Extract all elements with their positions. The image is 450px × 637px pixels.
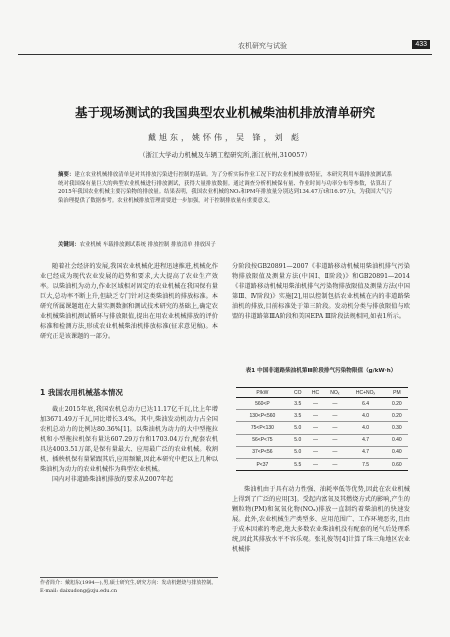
- right-column-body: [232, 485, 410, 555]
- paragraph: 分阶段按GB20891—2007《非道路移动机械用柴油机排气污染物排放限值及测量方法(中国Ⅰ、Ⅱ阶段)》和GB20891—2014《非道路移动机械用柴油机排气污染物排放限值及测量方法(中国第Ⅲ、Ⅳ阶段)》实施[2],用以控制包括农业机械在内的非道路柴油机的排放,目前标准处于第三阶段。发动机分类与排放限值与欧盟的非道路第ⅢA阶段和美国EPA Ⅲ阶段法规相同,如表1所示。: [232, 263, 410, 321]
- table-body: [236, 398, 408, 471]
- table-caption: 表1 中国非道路柴油机第Ⅲ阶段排气污染物限值（g/kW·h）: [245, 368, 397, 374]
- right-column-intro: [232, 262, 410, 322]
- keywords: [58, 240, 392, 248]
- table-header-row: [236, 388, 408, 398]
- table-cell: 4.0: [345, 410, 385, 422]
- paragraph: 随着社会经济的发展,我国农业机械化进程迅速推进,机械化作业已经成为现代农业发展的趋势和要求,大大提高了农业生产效率。以柴油机为动力,作业区域相对固定的农业机械在我国保有量巨大,总功率不断上升,但缺乏专门针对这类柴油机的排放标准。本研究所属课题组在大量实测数据和测试技术研究的基础上,确定农业机械柴油机测试循环与排放限值,提出在用农业机械排放的评价标准和检测方法,形成农业机械柴油机排放标准(征求意见稿)。本研究正是该课题的一部分。: [40, 263, 218, 341]
- abstract-label: 摘要：: [58, 172, 75, 178]
- table-header-cell: NOₓ: [324, 388, 345, 398]
- table-cell: 0.40: [386, 434, 408, 446]
- table-cell: —: [307, 458, 324, 470]
- table-cell: 0.20: [386, 410, 408, 422]
- left-column-intro: [40, 262, 218, 342]
- table-row: [236, 398, 408, 410]
- table-cell: —: [307, 410, 324, 422]
- keywords-label: 关键词：: [58, 242, 80, 248]
- table-cell: —: [307, 422, 324, 434]
- table-cell: 75<P<130: [236, 422, 289, 434]
- table-row: [236, 458, 408, 470]
- authors: 戴旭东，姚怀伟，吴 锋，刘 彪: [147, 133, 303, 142]
- paragraph: 国内对非道路柴油机排放的要求从2007年起: [52, 476, 173, 484]
- table-header-cell: HC+NOₓ: [345, 388, 385, 398]
- table-cell: 4.7: [345, 446, 385, 458]
- table-cell: —: [307, 446, 324, 458]
- table-cell: —: [324, 458, 345, 470]
- emission-limits-table: [236, 387, 408, 471]
- table-cell: 4.0: [345, 422, 385, 434]
- table-cell: 56<P<75: [236, 434, 289, 446]
- footnote-author-bio: 作者简介：戴旭东(1994—),男,硕士研究生,研究方向：发动机燃烧与排放控制。: [40, 580, 217, 586]
- section-heading: 1 我国农用机械基本情况: [40, 388, 123, 397]
- abstract-text: 建立农业机械排放清单是对其排放污染进行控制的基础。为了分析实际作业工况下的农业机械排放特征，本研究利用车载排放测试系统对我国保有量巨大的典型农业机械进行排放测试，获得大量排放数据。通过调查分析机械保有量、作业时间与功率分布等参数，估算出了2015年我国农业机械主要污染物的排放量。结果表明，我国农业机械的NOₓ和PM年排放量分别达到134.47万t和16.97万t，为我国大气污染治理提供了数据参考。农业机械排放管理需要进一步加强，对于控制排放量有重要意义。: [58, 172, 392, 204]
- table-cell: —: [324, 434, 345, 446]
- paper-title: 基于现场测试的我国典型农业机械柴油机排放清单研究: [74, 105, 375, 120]
- table-cell: 0.20: [386, 398, 408, 410]
- table-cell: 5.0: [289, 422, 307, 434]
- table-cell: —: [307, 434, 324, 446]
- table-cell: —: [307, 398, 324, 410]
- header-section: 农机研究与试验: [238, 42, 287, 50]
- table-cell: 3.5: [289, 398, 307, 410]
- table-cell: 0.30: [386, 422, 408, 434]
- table-cell: 4.7: [345, 434, 385, 446]
- table-cell: —: [324, 398, 345, 410]
- affiliation: （浙江大学动力机械及车辆工程研究所,浙江杭州,310057）: [139, 151, 311, 159]
- table-cell: —: [324, 422, 345, 434]
- table-row: [236, 446, 408, 458]
- table-cell: —: [324, 446, 345, 458]
- running-header: [18, 40, 432, 55]
- footnote-email: E-mail: daixudong@zju.edu.cn: [40, 587, 118, 594]
- table-cell: 560<P: [236, 398, 289, 410]
- table-row: [236, 422, 408, 434]
- table-row: [236, 410, 408, 422]
- paragraph: 柴油机由于具有动力性强、油耗率低等优势,因此在农业机械上得到了广泛的应用[3]。受起内富氧及其燃烧方式的影响,产生的颗粒物(PM)和氮氧化物(NOₓ)排放一直制约着柴油机的快速发展。此外,农业机械生产类型多、应用范围广、工作环境恶劣,且由于成本因素的考虑,绝大多数农业柴油机没有配套的尾气后处理系统,因此其排放水平不容乐观。张礼俊等[4]计算了珠三角地区农业机械排: [232, 486, 410, 554]
- left-column-body: [40, 405, 218, 485]
- table-cell: 6.4: [345, 398, 385, 410]
- abstract: [58, 171, 392, 205]
- table-row: [236, 434, 408, 446]
- table-cell: P<37: [236, 458, 289, 470]
- page-number: 433: [412, 40, 430, 49]
- table-cell: 37<P<56: [236, 446, 289, 458]
- table-header-cell: P/kW: [236, 388, 289, 398]
- table-cell: 5.0: [289, 446, 307, 458]
- table-cell: 3.5: [289, 410, 307, 422]
- table-cell: —: [324, 410, 345, 422]
- table-cell: 5.0: [289, 434, 307, 446]
- table-cell: 130<P<560: [236, 410, 289, 422]
- table-cell: 0.60: [386, 458, 408, 470]
- table-header-cell: PM: [386, 388, 408, 398]
- table-cell: 5.5: [289, 458, 307, 470]
- table-header-cell: HC: [307, 388, 324, 398]
- footnote: [40, 577, 218, 595]
- table-header-cell: CO: [289, 388, 307, 398]
- keywords-text: 农业机械 车载排放测试系统 排放控制 排放清单 排放因子: [79, 242, 216, 248]
- table-cell: 0.40: [386, 446, 408, 458]
- table-cell: 7.5: [345, 458, 385, 470]
- paragraph: 截止2015年底,我国农机总动力已达11.17亿千瓦,比上年增加3671.49万千瓦,同比增长3.4%。其中,柴油发动机动力占全国农机总动力的比例达80.36%[1]。以柴油机为动力的大中型拖拉机和小型拖拉机保有量达607.29万台和1703.04万台,配套农机具达4003.51万部,是保有量最大、应用最广泛的农业机械。收割机、插秧机保有量紧跟其后,应用频繁,因此本研究中把以上几种以柴油机为动力的农业机械作为典型农业机械。: [40, 406, 218, 474]
